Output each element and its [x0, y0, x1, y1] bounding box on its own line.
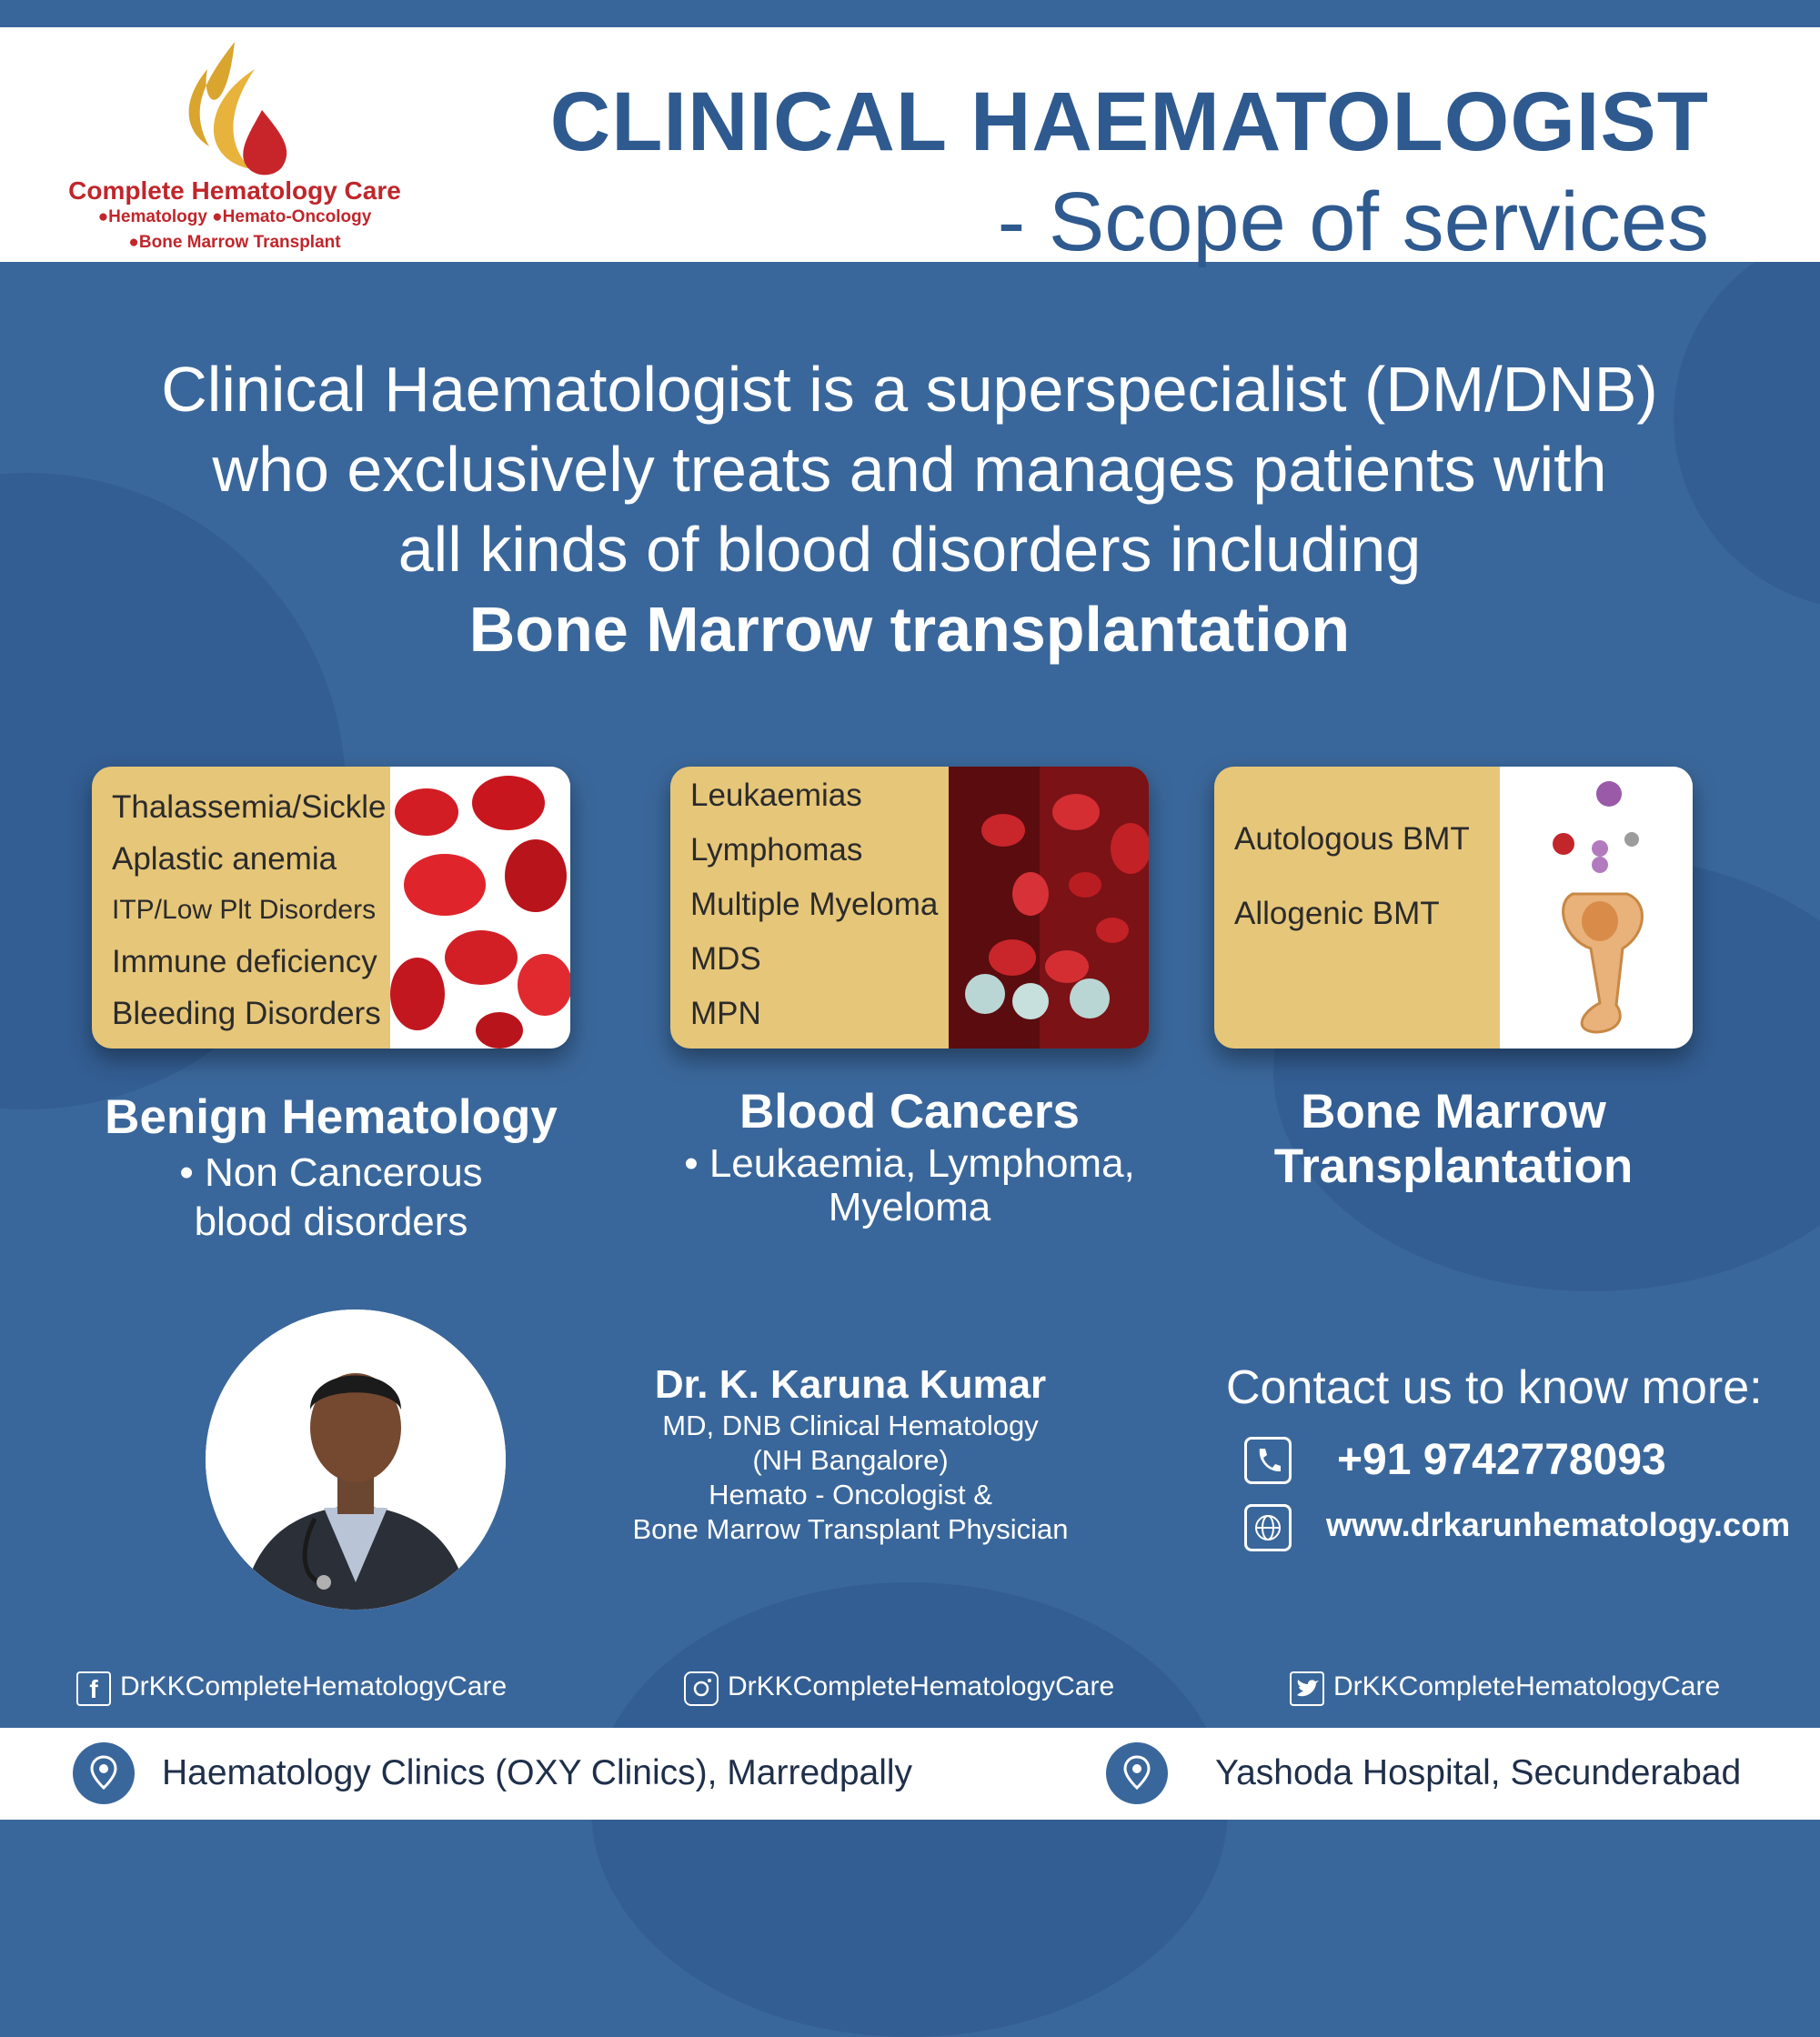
list-item: MDS — [690, 941, 761, 977]
card-bmt — [1214, 767, 1693, 1049]
list-item: Allogenic BMT — [1234, 896, 1440, 931]
logo-tagline-2: ●Bone Marrow Transplant — [128, 233, 341, 252]
instagram-handle[interactable]: DrKKCompleteHematologyCare — [728, 1671, 1115, 1701]
intro-line-3: all kinds of blood disorders including — [397, 514, 1422, 585]
page-subtitle: - Scope of services — [997, 176, 1709, 268]
intro-line-1: Clinical Haematologist is a superspecialist (DM/DNB) — [161, 354, 1658, 425]
list-item: Leukaemias — [690, 778, 862, 813]
logo — [44, 33, 426, 260]
top-strip — [0, 0, 1820, 27]
intro-line-4: Bone Marrow transplantation — [468, 594, 1351, 665]
card-cancers-list — [690, 768, 938, 1041]
list-item: MPN — [690, 996, 761, 1031]
benign-sub-1: • Non Cancerous — [179, 1150, 483, 1195]
bmt-title-1: Bone Marrow — [1301, 1085, 1606, 1139]
list-item: Aplastic anemia — [112, 841, 337, 877]
page-title: CLINICAL HAEMATOLOGIST — [549, 75, 1709, 168]
location-right: Yashoda Hospital, Secunderabad — [1215, 1753, 1742, 1792]
cancers-sub-1: • Leukaemia, Lymphoma, — [684, 1141, 1135, 1186]
contact-website[interactable]: www.drkarunhematology.com — [1326, 1506, 1791, 1543]
red-blood-cells-image — [390, 767, 570, 1049]
list-item: Lymphomas — [690, 832, 863, 868]
instagram-icon — [684, 1671, 719, 1706]
doctor-name: Dr. K. Karuna Kumar — [654, 1362, 1047, 1407]
doctor-photo — [206, 1310, 506, 1610]
facebook-handle[interactable]: DrKKCompleteHematologyCare — [120, 1671, 508, 1701]
doctor-role-1: Hemato - Oncologist & — [709, 1479, 992, 1510]
cancers-sub-2: Myeloma — [828, 1185, 991, 1229]
twitter-icon — [1290, 1671, 1324, 1706]
doctor-qualification: MD, DNB Clinical Hematology — [662, 1410, 1039, 1441]
globe-icon — [1244, 1504, 1292, 1551]
logo-tagline-1: ●Hematology ●Hemato-Oncology — [97, 207, 372, 226]
card-benign-list — [112, 781, 387, 1039]
benign-sub-2: blood disorders — [194, 1199, 468, 1244]
benign-title: Benign Hematology — [105, 1090, 558, 1144]
location-pin-icon — [1106, 1742, 1168, 1804]
facebook-icon: f — [76, 1671, 111, 1706]
list-item: Autologous BMT — [1234, 821, 1470, 857]
intro-line-2: who exclusively treats and manages patients with — [212, 434, 1607, 505]
contact-phone[interactable]: +91 9742778093 — [1337, 1436, 1666, 1484]
list-item: Immune deficiency — [112, 944, 377, 979]
header — [0, 27, 1820, 268]
logo-flame-icon — [44, 33, 426, 187]
card-bmt-list — [1234, 812, 1470, 941]
list-item: Bleeding Disorders — [112, 996, 381, 1031]
avatar — [206, 1310, 506, 1610]
contact-heading: Contact us to know more: — [1226, 1361, 1763, 1414]
blood-cancer-cells-image — [949, 767, 1149, 1049]
list-item: ITP/Low Plt Disorders — [112, 895, 377, 925]
doctor-role-2: Bone Marrow Transplant Physician — [632, 1513, 1069, 1545]
twitter-handle[interactable]: DrKKCompleteHematologyCare — [1333, 1671, 1721, 1701]
list-item: Thalassemia/Sickle — [112, 789, 387, 825]
card-benign — [92, 767, 570, 1049]
bone-marrow-image — [1500, 767, 1693, 1049]
footer — [0, 1728, 1820, 1820]
card-cancers — [670, 767, 1149, 1049]
logo-brand: Complete Hematology Care — [68, 176, 401, 205]
location-left: Haematology Clinics (OXY Clinics), Marredpally — [162, 1753, 913, 1792]
cancers-title: Blood Cancers — [739, 1085, 1081, 1139]
location-pin-icon — [73, 1742, 135, 1804]
bmt-title-2: Transplantation — [1273, 1139, 1634, 1193]
phone-icon — [1244, 1437, 1292, 1484]
list-item: Multiple Myeloma — [690, 887, 939, 922]
doctor-institution: (NH Bangalore) — [752, 1444, 949, 1476]
